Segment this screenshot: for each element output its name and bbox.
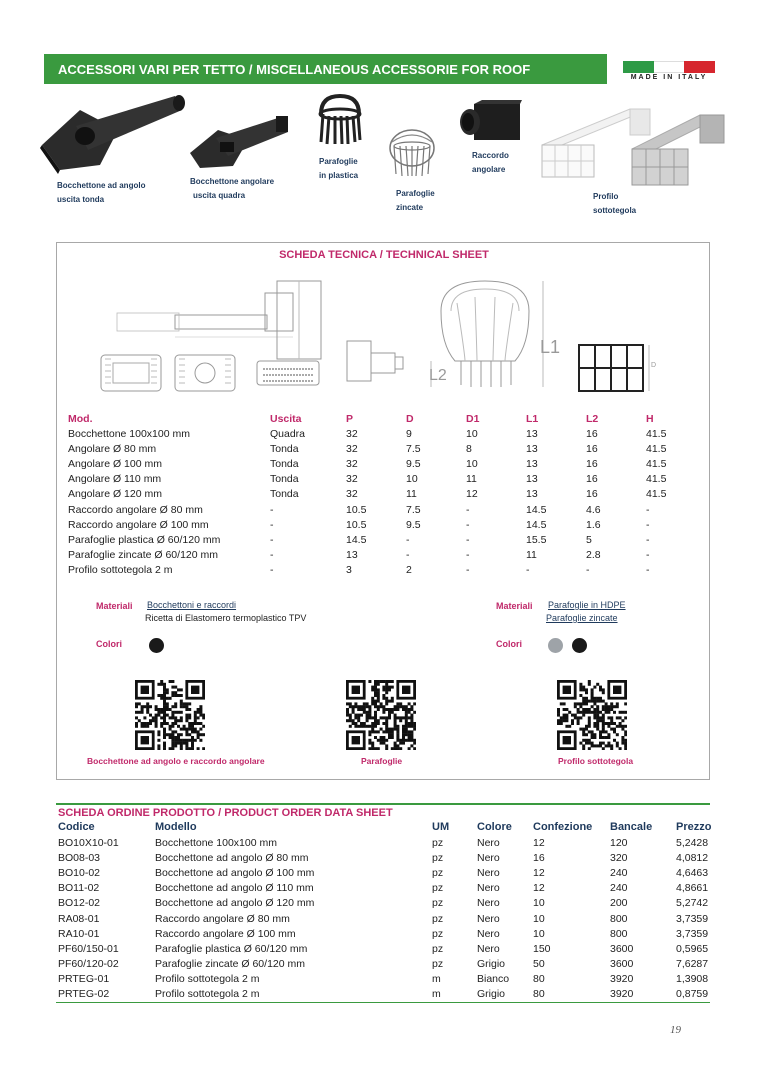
tech-row-cell: 7.5 bbox=[406, 443, 421, 456]
tech-row-cell: 13 bbox=[526, 473, 538, 486]
order-row-cell: 10 bbox=[533, 897, 545, 910]
technical-sheet-frame bbox=[56, 242, 710, 780]
th-h: H bbox=[646, 413, 654, 425]
caption-bocchettone-quadra: Bocchettone angolare uscita quadra bbox=[190, 177, 275, 200]
order-row-cell: pz bbox=[432, 942, 444, 955]
th-d: D bbox=[406, 413, 414, 425]
tech-row-cell: - bbox=[270, 503, 274, 516]
order-row-cell: Nero bbox=[477, 912, 500, 925]
tech-row-cell: Tonda bbox=[270, 473, 299, 486]
oh-bancale: Bancale bbox=[610, 821, 653, 833]
order-row-cell: 5,2742 bbox=[676, 897, 709, 910]
materials-right-label: Materiali bbox=[496, 601, 533, 611]
order-row-cell: 800 bbox=[610, 912, 628, 925]
order-row-code: RA10-01 bbox=[58, 927, 100, 940]
tech-row-cell: 14.5 bbox=[346, 533, 367, 546]
tech-row-cell: - bbox=[270, 533, 274, 546]
tech-row-model: Angolare Ø 100 mm bbox=[68, 458, 162, 471]
order-row-code: RA08-01 bbox=[58, 912, 100, 925]
th-mod: Mod. bbox=[68, 413, 93, 425]
tech-row-cell: 11 bbox=[526, 548, 537, 561]
tech-row-model: Raccordo angolare Ø 100 mm bbox=[68, 518, 209, 531]
caption-parafoglie-plastica: Parafoglie in plastica bbox=[319, 157, 359, 180]
colors-left-label: Colori bbox=[96, 639, 122, 649]
tech-row-cell: 9 bbox=[406, 428, 412, 440]
tech-row-cell: 16 bbox=[586, 488, 598, 501]
parafoglie-drawing bbox=[425, 275, 575, 395]
tech-row-cell: 32 bbox=[346, 473, 358, 486]
order-divider-bottom bbox=[56, 1002, 710, 1003]
order-row-cell: 0,8759 bbox=[676, 988, 709, 1000]
tech-row-cell: 41.5 bbox=[646, 488, 667, 501]
order-row-cell: pz bbox=[432, 927, 444, 940]
th-l2: L2 bbox=[586, 413, 599, 425]
order-row-cell: 4,8661 bbox=[676, 882, 709, 895]
tech-row-model: Profilo sottotegola 2 m bbox=[68, 563, 173, 576]
tech-row-cell: 14.5 bbox=[526, 518, 547, 531]
tech-row-cell: - bbox=[646, 503, 650, 516]
order-row-cell: 3,7359 bbox=[676, 912, 709, 925]
tech-row-cell: - bbox=[646, 548, 650, 561]
th-l1: L1 bbox=[526, 413, 539, 425]
tech-row-cell: 32 bbox=[346, 488, 358, 501]
parafoglie-plastica-image bbox=[315, 94, 365, 146]
tech-row-cell: 12 bbox=[466, 488, 478, 501]
order-sheet-title: SCHEDA ORDINE PRODOTTO / PRODUCT ORDER DATA SHEET bbox=[58, 807, 393, 819]
tech-row-cell: 13 bbox=[526, 428, 538, 440]
tech-row-cell: 2 bbox=[406, 563, 412, 576]
tech-row-cell: 41.5 bbox=[646, 443, 667, 456]
tech-row-cell: - bbox=[466, 533, 470, 546]
order-row-cell: 3600 bbox=[610, 942, 634, 955]
materials-right-line2[interactable]: Parafoglie zincate bbox=[546, 613, 618, 623]
tech-row-cell: 32 bbox=[346, 428, 358, 440]
tech-row-cell: 1.6 bbox=[586, 518, 601, 531]
bocchettone-plan-drawing bbox=[93, 351, 243, 397]
raccordo-angolare-drawing bbox=[343, 327, 413, 387]
tech-row-model: Angolare Ø 120 mm bbox=[68, 488, 162, 501]
tech-row-cell: - bbox=[270, 548, 274, 561]
tech-row-cell: - bbox=[526, 563, 530, 576]
qr-caption-profilo: Profilo sottotegola bbox=[558, 756, 634, 766]
tech-row-cell: 32 bbox=[346, 458, 358, 471]
tech-row-cell: 13 bbox=[526, 443, 538, 456]
tech-row-cell: 13 bbox=[346, 548, 358, 561]
order-row-cell: 240 bbox=[610, 882, 628, 895]
order-row-cell: 3920 bbox=[610, 972, 634, 985]
tech-row-cell: 5 bbox=[586, 533, 592, 546]
tech-row-cell: 16 bbox=[586, 458, 598, 471]
tech-row-cell: 15.5 bbox=[526, 533, 547, 546]
color-swatch-grey bbox=[548, 638, 563, 653]
header-bar bbox=[44, 54, 607, 84]
tech-row-cell: 41.5 bbox=[646, 473, 667, 486]
flag-white-stripe bbox=[654, 61, 685, 73]
order-row-cell: 16 bbox=[533, 852, 545, 865]
tech-row-cell: 11 bbox=[466, 473, 477, 486]
order-row-cell: 12 bbox=[533, 882, 545, 895]
order-row-cell: Raccordo angolare Ø 100 mm bbox=[155, 927, 296, 940]
oh-modello: Modello bbox=[155, 821, 197, 833]
tech-row-cell: 16 bbox=[586, 473, 598, 486]
order-row-cell: m bbox=[432, 972, 441, 985]
tech-row-cell: Quadra bbox=[270, 428, 306, 440]
order-row-cell: 12 bbox=[533, 837, 545, 849]
tech-row-cell: - bbox=[586, 563, 590, 576]
order-row-cell: Bocchettone 100x100 mm bbox=[155, 837, 277, 849]
tech-row-cell: 41.5 bbox=[646, 458, 667, 471]
order-row-code: BO11-02 bbox=[58, 882, 100, 895]
tech-row-cell: 8 bbox=[466, 443, 472, 456]
order-row-code: PF60/150-01 bbox=[58, 942, 119, 955]
order-row-cell: Raccordo angolare Ø 80 mm bbox=[155, 912, 290, 925]
order-row-cell: Grigio bbox=[477, 988, 506, 1000]
order-row-code: PRTEG-02 bbox=[58, 988, 110, 1000]
flag-red-stripe bbox=[684, 61, 715, 73]
qr-caption-parafoglie: Parafoglie bbox=[361, 756, 403, 766]
oh-confezione: Confezione bbox=[533, 821, 593, 833]
order-row-cell: 1,3908 bbox=[676, 972, 709, 985]
color-swatch-black bbox=[149, 638, 164, 653]
tech-row-cell: Tonda bbox=[270, 458, 299, 471]
order-row-cell: 240 bbox=[610, 867, 628, 880]
oh-codice: Codice bbox=[58, 821, 95, 833]
order-row-cell: Bocchettone ad angolo Ø 80 mm bbox=[155, 852, 309, 865]
order-row-cell: Bocchettone ad angolo Ø 110 mm bbox=[155, 882, 314, 895]
tech-row-cell: - bbox=[466, 548, 470, 561]
order-row-cell: pz bbox=[432, 897, 444, 910]
order-row-cell: Grigio bbox=[477, 957, 506, 970]
order-row-cell: Profilo sottotegola 2 m bbox=[155, 988, 260, 1000]
tech-row-cell: Tonda bbox=[270, 488, 299, 501]
tech-row-model: Angolare Ø 110 mm bbox=[68, 473, 162, 486]
order-row-cell: 3600 bbox=[610, 957, 634, 970]
order-row-code: BO10-02 bbox=[58, 867, 101, 880]
order-row-cell: pz bbox=[432, 837, 444, 849]
tech-row-cell: - bbox=[406, 533, 410, 546]
oh-colore: Colore bbox=[477, 821, 512, 833]
order-row-cell: 10 bbox=[533, 912, 545, 925]
profilo-sottotegola-image bbox=[540, 105, 725, 190]
order-row-cell: pz bbox=[432, 957, 444, 970]
order-row-cell: Nero bbox=[477, 837, 500, 849]
order-row-cell: 0,5965 bbox=[676, 942, 709, 955]
order-row-cell: pz bbox=[432, 912, 444, 925]
qr-code-icon[interactable] bbox=[557, 680, 627, 750]
order-row-cell: 4,0812 bbox=[676, 852, 709, 865]
order-row-cell: 800 bbox=[610, 927, 628, 940]
tech-row-cell: - bbox=[466, 518, 470, 531]
tech-row-cell: 4.6 bbox=[586, 503, 601, 516]
order-divider-top bbox=[56, 803, 710, 805]
order-row-cell: 10 bbox=[533, 927, 545, 940]
page-title: ACCESSORI VARI PER TETTO / MISCELLANEOUS ACCESSORIE FOR ROOF bbox=[58, 62, 531, 77]
tech-row-cell: 2.8 bbox=[586, 548, 601, 561]
tech-row-cell: - bbox=[270, 518, 274, 531]
tech-row-cell: 13 bbox=[526, 488, 538, 501]
bocchettone-angolo-image bbox=[40, 90, 190, 180]
caption-bocchettone-angolo: Bocchettone ad angolo uscita tonda bbox=[57, 181, 146, 204]
tech-row-cell: - bbox=[270, 563, 274, 576]
order-row-cell: 200 bbox=[610, 897, 628, 910]
order-row-cell: 50 bbox=[533, 957, 545, 970]
tech-row-cell: - bbox=[466, 563, 470, 576]
page-number: 19 bbox=[670, 1024, 681, 1036]
technical-sheet-title: SCHEDA TECNICA / TECHNICAL SHEET bbox=[279, 249, 489, 261]
order-row-cell: Nero bbox=[477, 927, 500, 940]
order-row-cell: 12 bbox=[533, 867, 545, 880]
made-in-italy-label: MADE IN ITALY bbox=[630, 74, 708, 81]
order-row-cell: m bbox=[432, 988, 441, 1000]
order-row-cell: 320 bbox=[610, 852, 628, 865]
order-row-cell: Parafoglie zincate Ø 60/120 mm bbox=[155, 957, 305, 970]
tech-row-cell: Tonda bbox=[270, 443, 299, 456]
order-row-cell: 3920 bbox=[610, 988, 634, 1000]
order-row-cell: 150 bbox=[533, 942, 551, 955]
raccordo-angolare-image bbox=[458, 98, 523, 144]
tech-row-cell: 10 bbox=[406, 473, 418, 486]
dim-d: D bbox=[651, 362, 657, 369]
oh-prezzo: Prezzo bbox=[676, 821, 712, 833]
materials-right-line1[interactable]: Parafoglie in HDPE bbox=[548, 600, 626, 610]
order-row-cell: Nero bbox=[477, 882, 500, 895]
tech-row-cell: - bbox=[406, 548, 410, 561]
order-row-cell: pz bbox=[432, 867, 444, 880]
order-row-cell: Bocchettone ad angolo Ø 120 mm bbox=[155, 897, 315, 910]
caption-profilo-sottotegola: Profilo sottotegola bbox=[593, 192, 637, 215]
order-row-code: BO10X10-01 bbox=[58, 837, 119, 849]
tech-row-cell: - bbox=[466, 503, 470, 516]
qr-code-icon[interactable] bbox=[346, 680, 416, 750]
order-row-cell: 7,6287 bbox=[676, 957, 709, 970]
tech-row-cell: - bbox=[646, 518, 650, 531]
tech-row-cell: 32 bbox=[346, 443, 358, 456]
bocchettone-quadra-image bbox=[188, 108, 293, 173]
tech-row-cell: 16 bbox=[586, 428, 598, 440]
qr-caption-bocchettone: Bocchettone ad angolo e raccordo angolare bbox=[87, 756, 265, 766]
materials-left-line1[interactable]: Bocchettoni e raccordi bbox=[147, 600, 237, 610]
tech-row-cell: 10.5 bbox=[346, 518, 367, 531]
caption-parafoglie-zincate: Parafoglie zincate bbox=[396, 189, 435, 212]
tech-row-cell: 7.5 bbox=[406, 503, 421, 516]
tech-row-model: Angolare Ø 80 mm bbox=[68, 443, 157, 456]
colors-right-label: Colori bbox=[496, 639, 522, 649]
order-row-cell: 80 bbox=[533, 972, 545, 985]
caption-raccordo-angolare: Raccordo angolare bbox=[472, 151, 509, 174]
order-row-code: PRTEG-01 bbox=[58, 972, 110, 985]
italian-flag-icon bbox=[623, 61, 715, 73]
order-row-cell: 80 bbox=[533, 988, 545, 1000]
order-row-code: PF60/120-02 bbox=[58, 957, 119, 970]
order-row-cell: pz bbox=[432, 852, 444, 865]
th-uscita: Uscita bbox=[270, 413, 302, 425]
tech-row-cell: 3 bbox=[346, 563, 352, 576]
qr-code-icon[interactable] bbox=[135, 680, 205, 750]
dim-l2: L2 bbox=[429, 367, 447, 384]
materials-left-label: Materiali bbox=[96, 601, 133, 611]
tech-row-cell: 11 bbox=[406, 488, 417, 501]
tech-row-cell: 9.5 bbox=[406, 458, 421, 471]
order-row-cell: 5,2428 bbox=[676, 837, 709, 849]
order-row-cell: 4,6463 bbox=[676, 867, 709, 880]
profilo-section-drawing bbox=[575, 339, 655, 399]
order-row-cell: Profilo sottotegola 2 m bbox=[155, 972, 260, 985]
parafoglie-zincate-image bbox=[386, 124, 438, 178]
tech-row-cell: 13 bbox=[526, 458, 538, 471]
materials-left-line2: Ricetta di Elastomero termoplastico TPV bbox=[145, 613, 307, 623]
tech-row-model: Parafoglie plastica Ø 60/120 mm bbox=[68, 533, 221, 546]
order-row-cell: Nero bbox=[477, 897, 500, 910]
tech-row-model: Raccordo angolare Ø 80 mm bbox=[68, 503, 203, 516]
order-row-cell: Nero bbox=[477, 867, 500, 880]
order-row-cell: Nero bbox=[477, 852, 500, 865]
raccordo-drawing bbox=[255, 279, 325, 389]
tech-row-cell: 10.5 bbox=[346, 503, 367, 516]
order-row-cell: Nero bbox=[477, 942, 500, 955]
tech-row-model: Parafoglie zincate Ø 60/120 mm bbox=[68, 548, 218, 561]
order-row-code: BO12-02 bbox=[58, 897, 101, 910]
color-swatch-black bbox=[572, 638, 587, 653]
tech-row-cell: 16 bbox=[586, 443, 598, 456]
tech-row-cell: 14.5 bbox=[526, 503, 547, 516]
tech-row-cell: - bbox=[646, 533, 650, 546]
tech-row-model: Bocchettone 100x100 mm bbox=[68, 428, 190, 440]
oh-um: UM bbox=[432, 821, 450, 833]
tech-row-cell: 10 bbox=[466, 428, 478, 440]
order-row-cell: Parafoglie plastica Ø 60/120 mm bbox=[155, 942, 308, 955]
order-row-cell: 120 bbox=[610, 837, 628, 849]
flag-green-stripe bbox=[623, 61, 654, 73]
order-row-cell: 3,7359 bbox=[676, 927, 709, 940]
order-row-cell: Bianco bbox=[477, 972, 510, 985]
order-row-cell: pz bbox=[432, 882, 444, 895]
th-d1: D1 bbox=[466, 413, 480, 425]
order-row-code: BO08-03 bbox=[58, 852, 101, 865]
tech-row-cell: 9.5 bbox=[406, 518, 421, 531]
order-row-cell: Bocchettone ad angolo Ø 100 mm bbox=[155, 867, 315, 880]
tech-row-cell: 41.5 bbox=[646, 428, 667, 440]
dim-l1: L1 bbox=[540, 337, 561, 357]
th-p: P bbox=[346, 413, 354, 425]
tech-row-cell: 10 bbox=[466, 458, 478, 471]
tech-row-cell: - bbox=[646, 563, 650, 576]
